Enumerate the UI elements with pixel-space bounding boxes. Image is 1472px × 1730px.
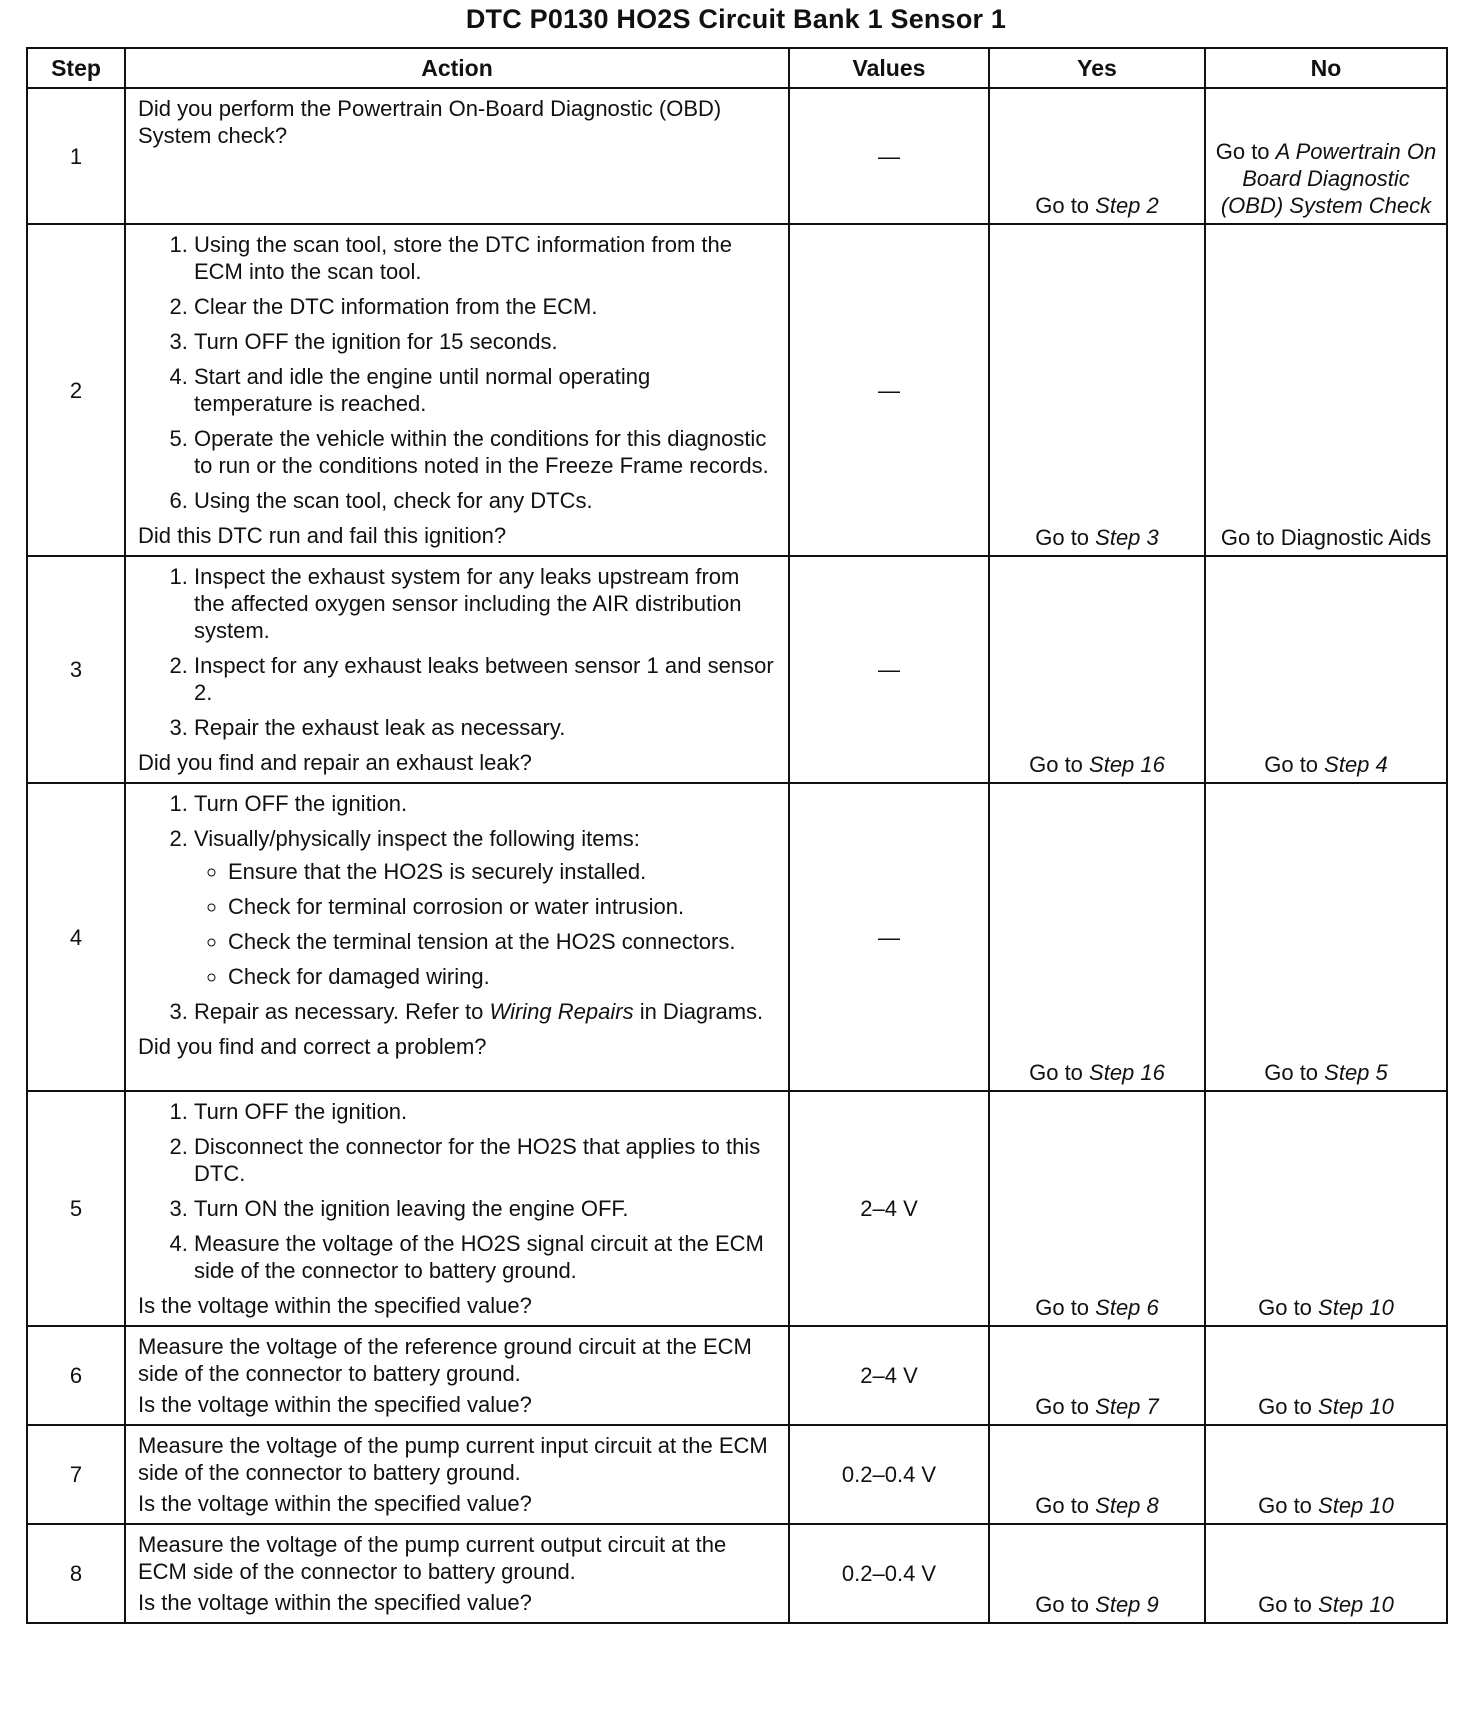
action-step-text: in Diagrams. [633, 999, 764, 1024]
action-question: Did this DTC run and fail this ignition? [138, 523, 507, 548]
action-step: 2. Clear the DTC information from the ECM. [194, 293, 774, 320]
bullet-item: ◦ Check the terminal tension at the HO2S connectors. [228, 928, 774, 955]
value-cell: — [789, 88, 989, 224]
no-cell [1205, 783, 1447, 1091]
action-cell [125, 88, 789, 224]
action-steps [138, 563, 774, 741]
diagnostic-table [26, 47, 1448, 1624]
header-action: Action [125, 48, 789, 88]
action-question: Is the voltage within the specified value? [138, 1491, 532, 1516]
no-prefix: Go to [1258, 1592, 1319, 1617]
yes-cell [989, 88, 1205, 224]
yes-prefix: Go to [1035, 1592, 1096, 1617]
action-cell [125, 556, 789, 783]
yes-step-link[interactable]: Step 16 [1089, 752, 1165, 777]
bullet-item: ◦ Check for terminal corrosion or water intrusion. [228, 893, 774, 920]
value-cell: — [789, 783, 989, 1091]
yes-step-link[interactable]: Step 2 [1095, 193, 1159, 218]
no-prefix: Go to [1215, 139, 1276, 164]
yes-step-link[interactable]: Step 9 [1095, 1592, 1159, 1617]
step-number: 2 [27, 224, 125, 556]
yes-prefix: Go to [1029, 752, 1090, 777]
yes-cell [989, 1425, 1205, 1524]
action-cell [125, 783, 789, 1091]
no-prefix: Go to [1258, 1295, 1319, 1320]
no-obd-check-link[interactable]: A Powertrain On Board Diagnostic (OBD) System Check [1220, 139, 1437, 218]
yes-cell [989, 1091, 1205, 1326]
value-cell: 2–4 V [789, 1091, 989, 1326]
action-cell [125, 1524, 789, 1623]
step-number: 5 [27, 1091, 125, 1326]
table-row [27, 88, 1447, 224]
step-number: 7 [27, 1425, 125, 1524]
no-prefix: Go to [1258, 1394, 1319, 1419]
action-step-text: Repair as necessary. Refer to [194, 999, 490, 1024]
action-cell [125, 1425, 789, 1524]
bullet-item: ◦ Check for damaged wiring. [228, 963, 774, 990]
yes-prefix: Go to [1029, 1060, 1090, 1085]
yes-cell [989, 783, 1205, 1091]
header-no: No [1205, 48, 1447, 88]
yes-prefix: Go to [1035, 193, 1096, 218]
action-step: 3. Turn OFF the ignition for 15 seconds. [194, 328, 774, 355]
yes-prefix: Go to [1035, 1493, 1096, 1518]
no-prefix: Go to [1264, 1060, 1325, 1085]
no-cell [1205, 1425, 1447, 1524]
action-question: Is the voltage within the specified value? [138, 1293, 532, 1318]
action-text: Did you perform the Powertrain On-Board Diagnostic (OBD) System check? [138, 96, 722, 148]
yes-step-link[interactable]: Step 7 [1095, 1394, 1159, 1419]
bullet-item: ◦ Ensure that the HO2S is securely installed. [228, 858, 774, 885]
step-number: 3 [27, 556, 125, 783]
action-steps [138, 790, 774, 1025]
action-text: Measure the voltage of the pump current output circuit at the ECM side of the connector to battery ground. [138, 1532, 727, 1584]
action-step: 4. Start and idle the engine until normal operating temperature is reached. [194, 363, 774, 417]
table-row [27, 1524, 1447, 1623]
value-cell: 2–4 V [789, 1326, 989, 1425]
yes-step-link[interactable]: Step 6 [1095, 1295, 1159, 1320]
action-text: Measure the voltage of the reference ground circuit at the ECM side of the connector to battery ground. [138, 1334, 752, 1386]
inspection-bullets [194, 858, 774, 990]
table-header-row [27, 48, 1447, 88]
action-step [194, 825, 774, 990]
yes-step-link[interactable]: Step 8 [1095, 1493, 1159, 1518]
action-step: 3. Repair the exhaust leak as necessary. [194, 714, 774, 741]
action-steps [138, 231, 774, 514]
no-cell [1205, 1326, 1447, 1425]
action-question: Did you find and repair an exhaust leak? [138, 750, 532, 775]
action-step: 2. Inspect for any exhaust leaks between sensor 1 and sensor 2. [194, 652, 774, 706]
action-question: Is the voltage within the specified value? [138, 1392, 532, 1417]
no-step-link[interactable]: Step 10 [1318, 1493, 1394, 1518]
yes-step-link[interactable]: Step 16 [1089, 1060, 1165, 1085]
yes-cell [989, 556, 1205, 783]
action-text: Measure the voltage of the pump current input circuit at the ECM side of the connector to battery ground. [138, 1433, 768, 1485]
step-number: 8 [27, 1524, 125, 1623]
no-step-link[interactable]: Step 10 [1318, 1295, 1394, 1320]
step-number: 1 [27, 88, 125, 224]
action-step: 6. Using the scan tool, check for any DTCs. [194, 487, 774, 514]
no-step-link[interactable]: Step 10 [1318, 1394, 1394, 1419]
yes-cell [989, 224, 1205, 556]
action-step [194, 998, 774, 1025]
no-step-link[interactable]: Step 10 [1318, 1592, 1394, 1617]
no-cell [1205, 1524, 1447, 1623]
step-number: 4 [27, 783, 125, 1091]
yes-prefix: Go to [1035, 1295, 1096, 1320]
action-step: 1. Inspect the exhaust system for any leaks upstream from the affected oxygen sensor including the AIR distribution system. [194, 563, 774, 644]
action-steps [138, 1098, 774, 1284]
yes-cell [989, 1326, 1205, 1425]
table-row [27, 224, 1447, 556]
action-step: 1. Using the scan tool, store the DTC information from the ECM into the scan tool. [194, 231, 774, 285]
action-step: 1. Turn OFF the ignition. [194, 790, 774, 817]
action-step: 4. Measure the voltage of the HO2S signal circuit at the ECM side of the connector to battery ground. [194, 1230, 774, 1284]
action-cell [125, 1091, 789, 1326]
header-values: Values [789, 48, 989, 88]
no-prefix: Go to [1258, 1493, 1319, 1518]
step-number: 6 [27, 1326, 125, 1425]
table-row [27, 1326, 1447, 1425]
table-row [27, 1425, 1447, 1524]
action-cell [125, 1326, 789, 1425]
no-step-link[interactable]: Step 4 [1324, 752, 1388, 777]
no-step-link[interactable]: Step 5 [1324, 1060, 1388, 1085]
yes-step-link[interactable]: Step 3 [1095, 525, 1159, 550]
action-step: 2. Disconnect the connector for the HO2S that applies to this DTC. [194, 1133, 774, 1187]
no-prefix: Go to [1264, 752, 1325, 777]
wiring-repairs-link[interactable]: Wiring Repairs [489, 999, 634, 1024]
action-step-text: Visually/physically inspect the following items: [194, 826, 640, 851]
value-cell: 0.2–0.4 V [789, 1524, 989, 1623]
action-cell [125, 224, 789, 556]
action-step: 3. Turn ON the ignition leaving the engine OFF. [194, 1195, 774, 1222]
table-row [27, 556, 1447, 783]
table-row [27, 783, 1447, 1091]
no-diagnostic-aids-link[interactable]: Go to Diagnostic Aids [1220, 525, 1432, 550]
no-cell [1205, 88, 1447, 224]
yes-cell [989, 1524, 1205, 1623]
table-row [27, 1091, 1447, 1326]
no-cell [1205, 556, 1447, 783]
yes-prefix: Go to [1035, 525, 1096, 550]
action-step: 5. Operate the vehicle within the conditions for this diagnostic to run or the conditions noted in the Freeze Frame records. [194, 425, 774, 479]
document-title: DTC P0130 HO2S Circuit Bank 1 Sensor 1 [465, 4, 1007, 34]
action-step: 1. Turn OFF the ignition. [194, 1098, 774, 1125]
value-cell: — [789, 224, 989, 556]
header-yes: Yes [989, 48, 1205, 88]
header-step: Step [27, 48, 125, 88]
no-cell [1205, 1091, 1447, 1326]
yes-prefix: Go to [1035, 1394, 1096, 1419]
value-cell: — [789, 556, 989, 783]
value-cell: 0.2–0.4 V [789, 1425, 989, 1524]
action-question: Is the voltage within the specified value? [138, 1590, 532, 1615]
action-question: Did you find and correct a problem? [138, 1034, 487, 1059]
no-cell [1205, 224, 1447, 556]
